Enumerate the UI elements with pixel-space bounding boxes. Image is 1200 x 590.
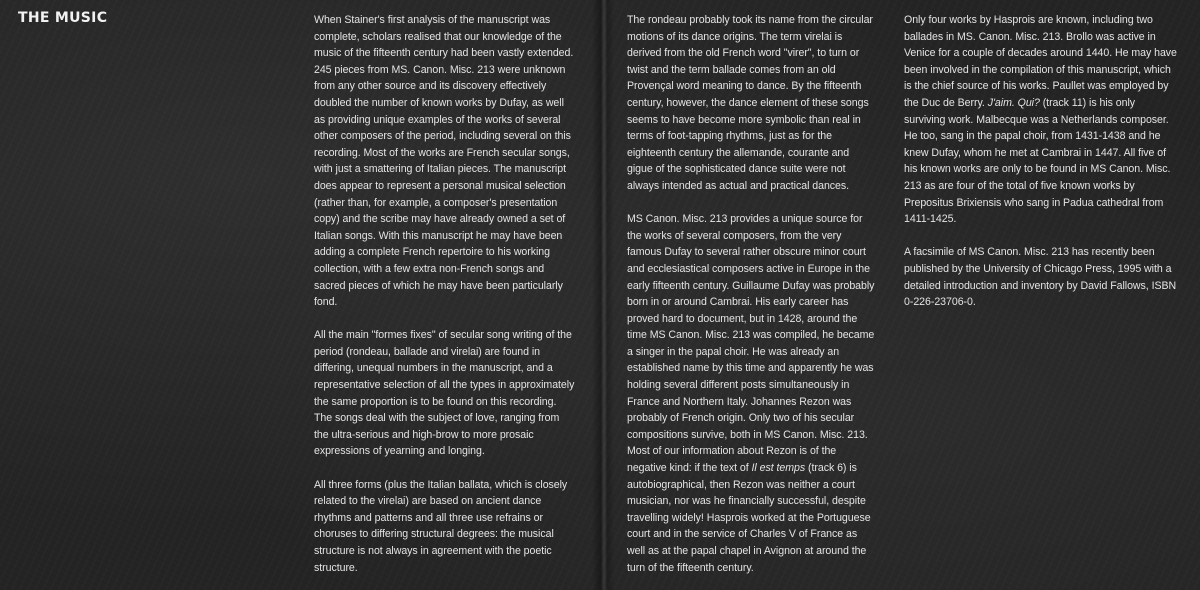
text-column-3 <box>904 12 1179 327</box>
section-title: THE MUSIC <box>18 10 108 26</box>
paragraph-text: (track 11) is his only surviving work. Malbecque was a Netherlands composer. He too, sang in the papal choir, from 1431-1438 and he knew Dufay, whom he met at Cambrai in 1447. All five of his known works are only to be found in MS Canon. Misc. 213 as are four of the total of five known works by Prepositus Brixiensis who sang in Padua cathedral from 1411-1425. <box>904 96 1171 226</box>
paragraph <box>904 12 1179 228</box>
paragraph: All three forms (plus the Italian ballata, which is closely related to the virelai) are based on ancient dance rhythms and patterns and all three use refrains or choruses to differing structural degrees: the musical structure is not always in agreement with the poetic structure. <box>314 478 568 574</box>
text-column-1 <box>314 12 576 590</box>
paragraph-text: (track 6) is autobiographical, then Rezon was neither a court musician, nor was he financially successful, despite travelling widely! Hasprois worked at the Portuguese court and in the service of Charles V of France as well as at the papal chapel in Avignon at around the turn of the fifteenth century. <box>627 462 871 574</box>
song-title: Il est temps <box>751 462 806 475</box>
song-title: J'aim. Qui? <box>987 96 1040 109</box>
paragraph-text: MS Canon. Misc. 213 provides a unique source for the works of several composers, from the very famous Dufay to several rather obscure minor court and ecclesiastical composers active in Europe in the early fifteenth century. Guillaume Dufay was probably born in or around Cambrai. His early career has proved hard to document, but in 1428, around the time MS Canon. Misc. 213 was compiled, he became a singer in the papal choir. He was already an established name by this time and apparently he was holding several different posts simultaneously in France and Northern Italy. Johannes Rezon was probably of French origin. Only two of his secular compositions survive, both in MS Canon. Misc. 213. Most of our information about Rezon is of the negative kind: if the text of <box>627 213 875 475</box>
paragraph: A facsimile of MS Canon. Misc. 213 has recently been published by the University of Chicago Press, 1995 with a detailed introduction and inventory by David Fallows, ISBN 0-226-23706-0. <box>904 246 1177 309</box>
paragraph <box>627 211 877 576</box>
page-gutter <box>592 0 614 590</box>
text-column-2 <box>627 12 877 590</box>
paragraph: All the main "formes fixes" of secular song writing of the period (rondeau, ballade and virelai) are found in differing, unequal numbers in the manuscript, and a representative selection of all the types in approximately the same proportion is to be found on this recording. The songs deal with the subject of love, ranging from the ultra-serious and high-brow to more prosaic expressions of yearning and longing. <box>314 329 575 458</box>
paragraph: The rondeau probably took its name from the circular motions of its dance origins. The term virelai is derived from the old French word "virer", to turn or twist and the term ballade comes from an old Provençal word meaning to dance. By the fifteenth century, however, the dance element of these songs seems to have become more symbolic than real in terms of foot-tapping rhythms, just as for the eighteenth century the allemande, courante and gigue of the sophisticated dance suite were not always intended as actual and practical dances. <box>627 14 873 192</box>
paragraph: When Stainer's first analysis of the manuscript was complete, scholars realised that our knowledge of the music of the fifteenth century had been vastly extended. 245 pieces from MS. Canon. Misc. 213 were unknown from any other source and its discovery effectively doubled the number of known works by Dufay, as well as providing unique examples of the works of several other composers of the period, including several on this recording. Most of the works are French secular songs, with just a smattering of Italian pieces. The manuscript does appear to represent a personal musical selection (rather than, for example, a composer's presentation copy) and the scribe may have already owned a set of Italian songs. With this manuscript he may have been adding a complete French repertoire to his working collection, with a few extra non-French songs and sacred pieces of which he may have been particularly fond. <box>314 14 574 309</box>
paragraph-text: Only four works by Hasprois are known, including two ballades in MS. Canon. Misc. 213. Brollo was active in Venice for a couple of decades around 1440. He may have been involved in the compilation of this manuscript, which is the chief source of his works. Paullet was employed by the Duc de Berry. <box>904 14 1177 109</box>
